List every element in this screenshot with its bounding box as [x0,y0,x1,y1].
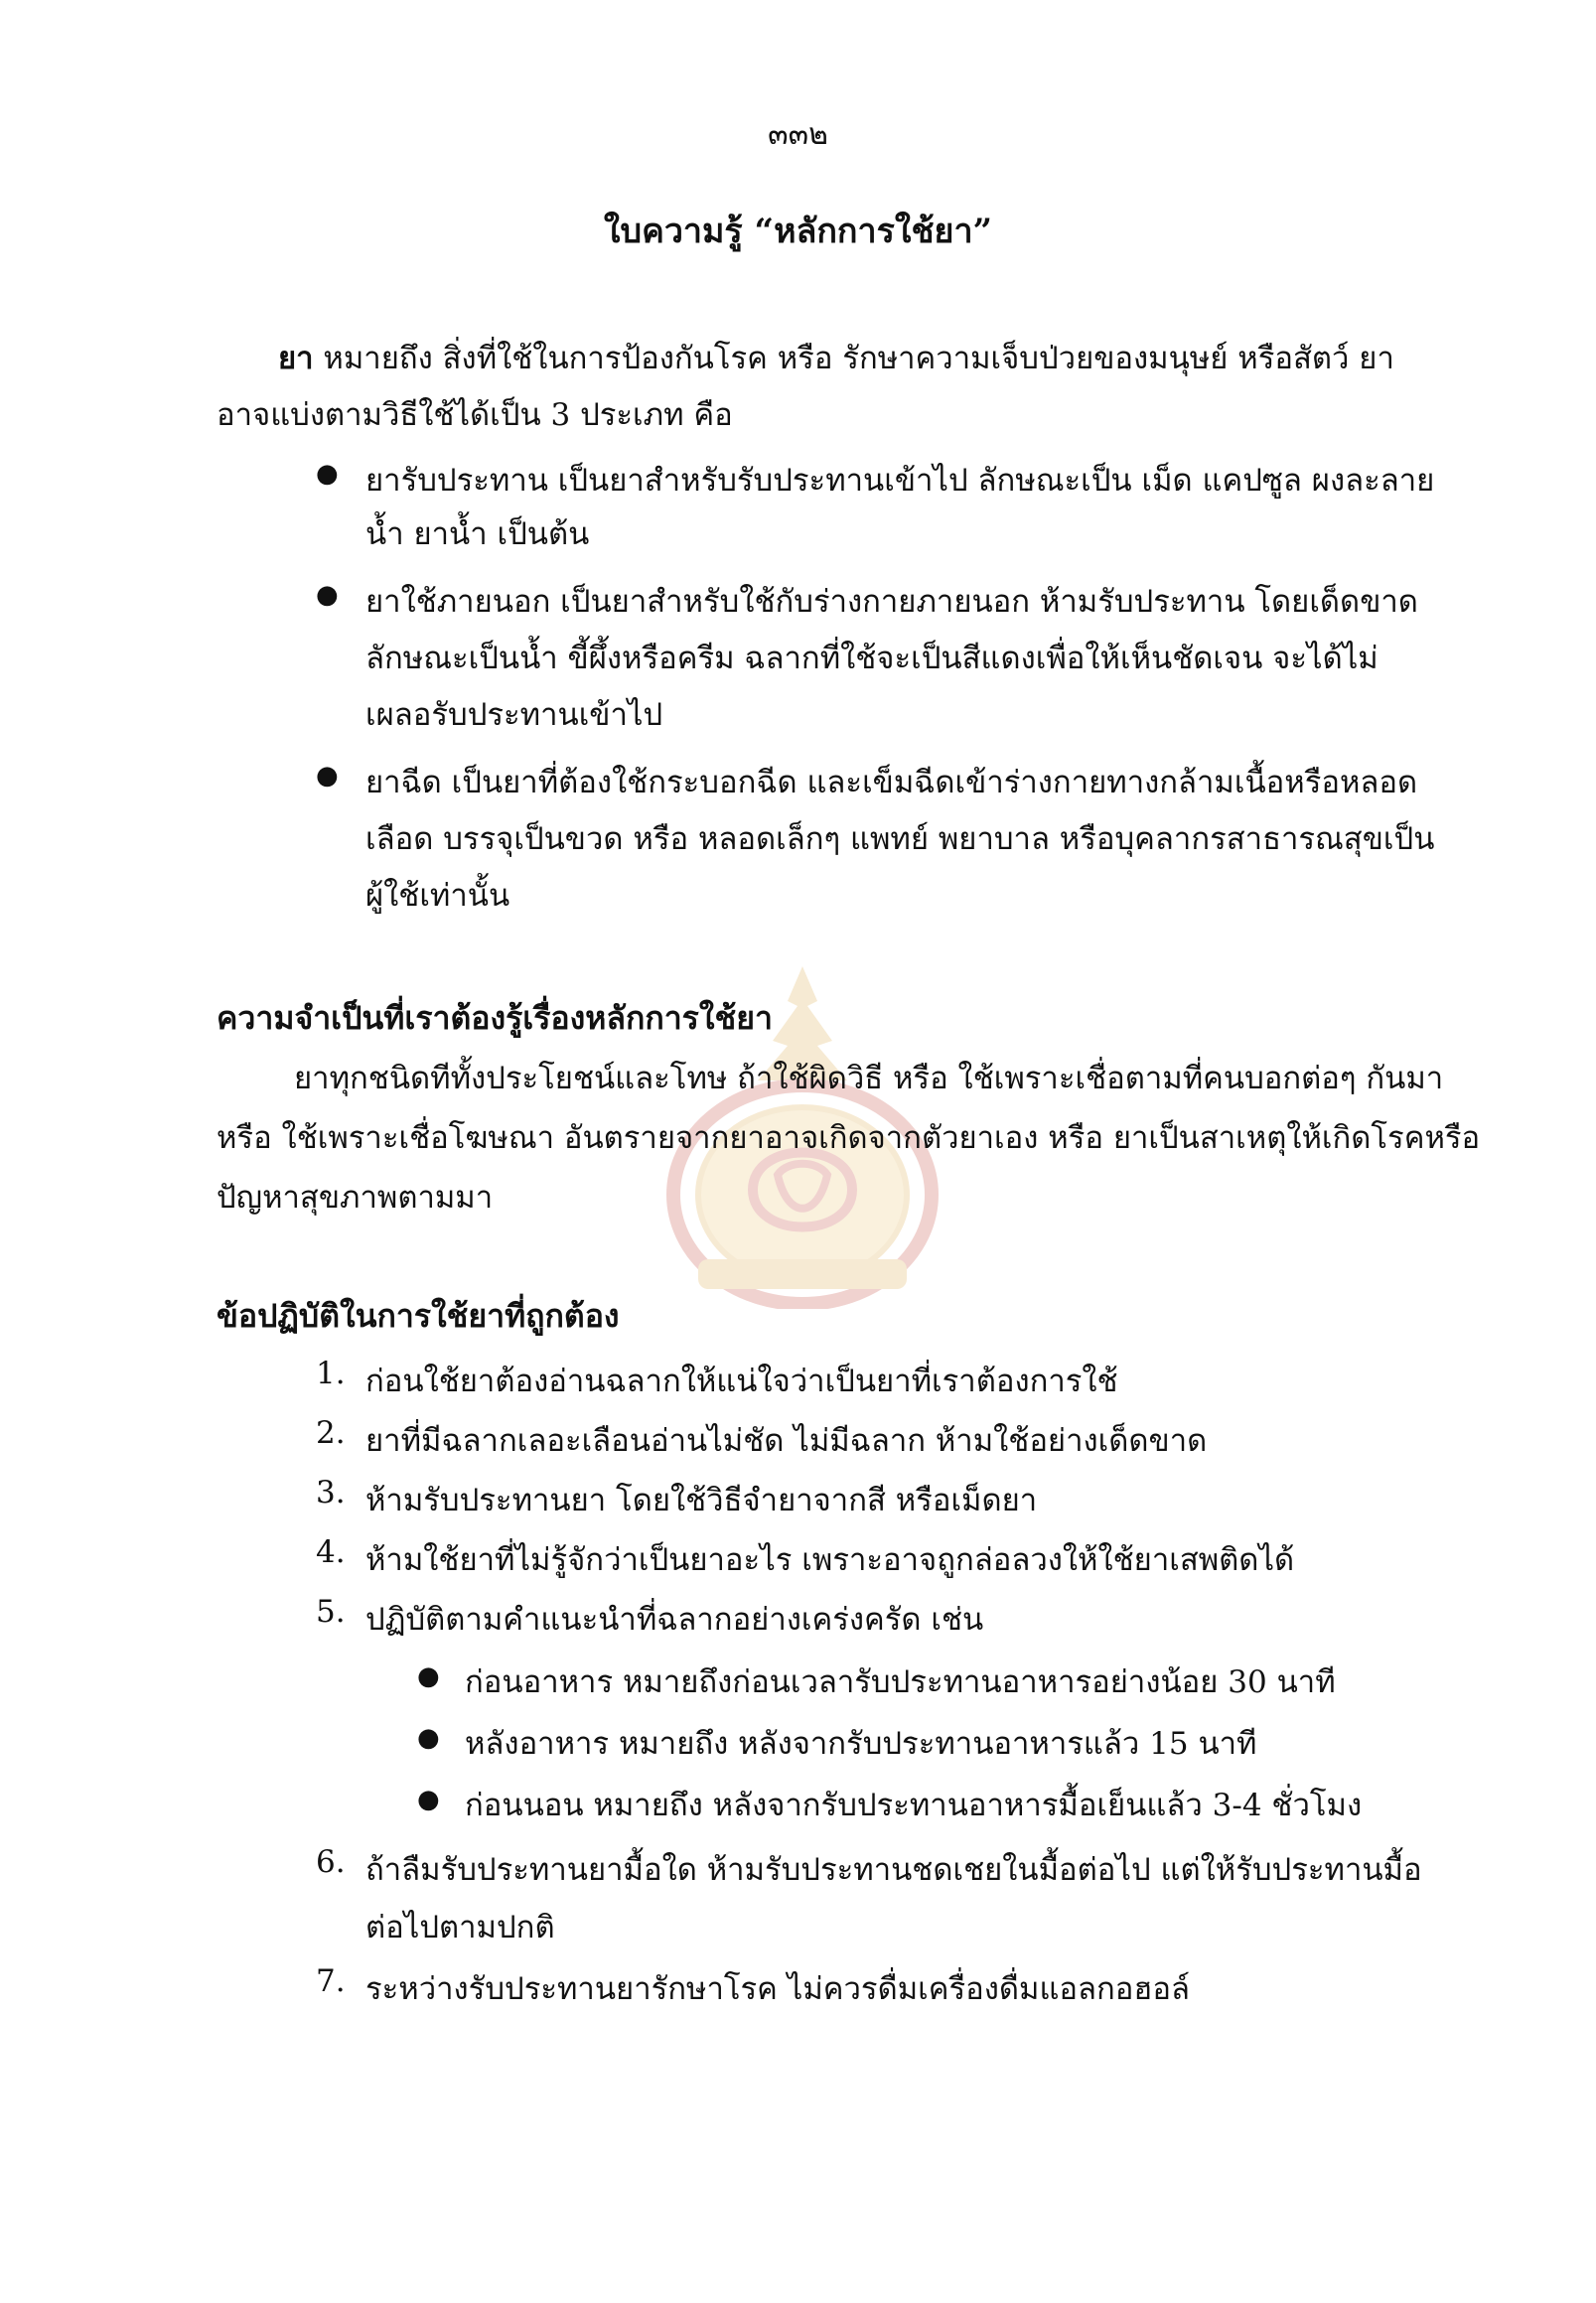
bullet-icon: ● [316,459,339,489]
type-2-line-1: ยาใช้ภายนอก เป็นยาสำหรับใช้กับร่างกายภายนอก ห้ามรับประทาน โดยเด็ดขาด [365,584,1418,620]
item-number: 4. [316,1534,346,1570]
bullet-icon: ● [316,580,339,610]
necessity-heading: ความจำเป็นที่เราต้องรู้เรื่องหลักการใช้ยา [217,999,773,1037]
bullet-icon: ● [316,761,339,791]
type-2-line-2: ลักษณะเป็นน้ำ ขี้ผึ้งหรือครีม ฉลากที่ใช้จะเป็นสีแดงเพื่อให้เห็นชัดเจน จะได้ไม่ [365,641,1378,676]
item-number: 6. [316,1844,346,1880]
page-title: ใบความรู้ “หลักการใช้ยา” [603,212,993,251]
sub-item-2: หลังอาหาร หมายถึง หลังจากรับประทานอาหารแล้ว 15 นาที [465,1726,1257,1762]
intro-line-2: อาจแบ่งตามวิธีใช้ได้เป็น 3 ประเภท คือ [217,397,733,433]
practice-item-3: ห้ามรับประทานยา โดยใช้วิธีจำยาจากสี หรือเม็ดยา [365,1483,1038,1518]
type-3-line-2: เลือด บรรจุเป็นขวด หรือ หลอดเล็กๆ แพทย์ พยาบาล หรือบุคลากรสาธารณสุขเป็น [365,821,1435,857]
type-1-line-1: ยารับประทาน เป็นยาสำหรับรับประทานเข้าไป ลักษณะเป็น เม็ด แคปซูล ผงละลาย [365,463,1435,499]
type-3-line-1: ยาฉีด เป็นยาที่ต้องใช้กระบอกฉีด และเข็มฉีดเข้าร่างกายทางกล้ามเนื้อหรือหลอด [365,765,1418,800]
intro-term: ยา [278,341,314,376]
item-number: 3. [316,1475,346,1511]
practice-heading: ข้อปฏิบัติในการใช้ยาที่ถูกต้อง [217,1297,620,1335]
practice-item-4: ห้ามใช้ยาที่ไม่รู้จักว่าเป็นยาอะไร เพราะอาจถูกล่อลวงให้ใช้ยาเสพติดได้ [365,1542,1295,1578]
type-2-line-3: เผลอรับประทานเข้าไป [365,697,663,733]
practice-item-6-line-1: ถ้าลืมรับประทานยามื้อใด ห้ามรับประทานชดเชยในมื้อต่อไป แต่ให้รับประทานมื้อ [365,1852,1422,1888]
bullet-icon: ● [417,1661,440,1691]
necessity-line-1: ยาทุกชนิดทีทั้งประโยชน์และโทษ ถ้าใช้ผิดวิธี หรือ ใช้เพราะเชื่อตามที่คนบอกต่อๆ กันมา [294,1061,1444,1096]
practice-item-2: ยาที่มีฉลากเลอะเลือนอ่านไม่ชัด ไม่มีฉลาก ห้ามใช้อย่างเด็ดขาด [365,1423,1208,1459]
type-1-line-2: น้ำ ยาน้ำ เป็นต้น [365,516,590,552]
intro-text: หมายถึง สิ่งที่ใช้ในการป้องกันโรค หรือ รักษาความเจ็บป่วยของมนุษย์ หรือสัตว์ ยา [313,341,1394,376]
item-number: 2. [316,1415,346,1451]
item-number: 1. [316,1356,346,1391]
bullet-icon: ● [417,1723,440,1753]
page-number: ๓๓๒ [768,117,828,152]
sub-item-1: ก่อนอาหาร หมายถึงก่อนเวลารับประทานอาหารอย่างน้อย 30 นาที [465,1664,1336,1700]
necessity-line-2: หรือ ใช้เพราะเชื่อโฆษณา อันตรายจากยาอาจเกิดจากตัวยาเอง หรือ ยาเป็นสาเหตุให้เกิดโรคหรือ [217,1120,1481,1156]
item-number: 5. [316,1594,346,1630]
practice-item-6-line-2: ต่อไปตามปกติ [365,1910,555,1945]
item-number: 7. [316,1963,346,1999]
intro-line-1 [278,333,1394,382]
sub-item-3: ก่อนนอน หมายถึง หลังจากรับประทานอาหารมื้อเย็นแล้ว 3-4 ชั่วโมง [465,1788,1363,1823]
practice-item-1: ก่อนใช้ยาต้องอ่านฉลากให้แน่ใจว่าเป็นยาที่เราต้องการใช้ [365,1364,1118,1399]
practice-item-7: ระหว่างรับประทานยารักษาโรค ไม่ควรดื่มเครื่องดื่มแอลกอฮอล์ [365,1971,1190,2007]
necessity-line-3: ปัญหาสุขภาพตามมา [217,1180,494,1216]
type-3-line-3: ผู้ใช้เท่านั้น [365,878,510,914]
practice-item-5: ปฏิบัติตามคำแนะนำที่ฉลากอย่างเคร่งครัด เช่น [365,1602,984,1638]
bullet-icon: ● [417,1785,440,1814]
